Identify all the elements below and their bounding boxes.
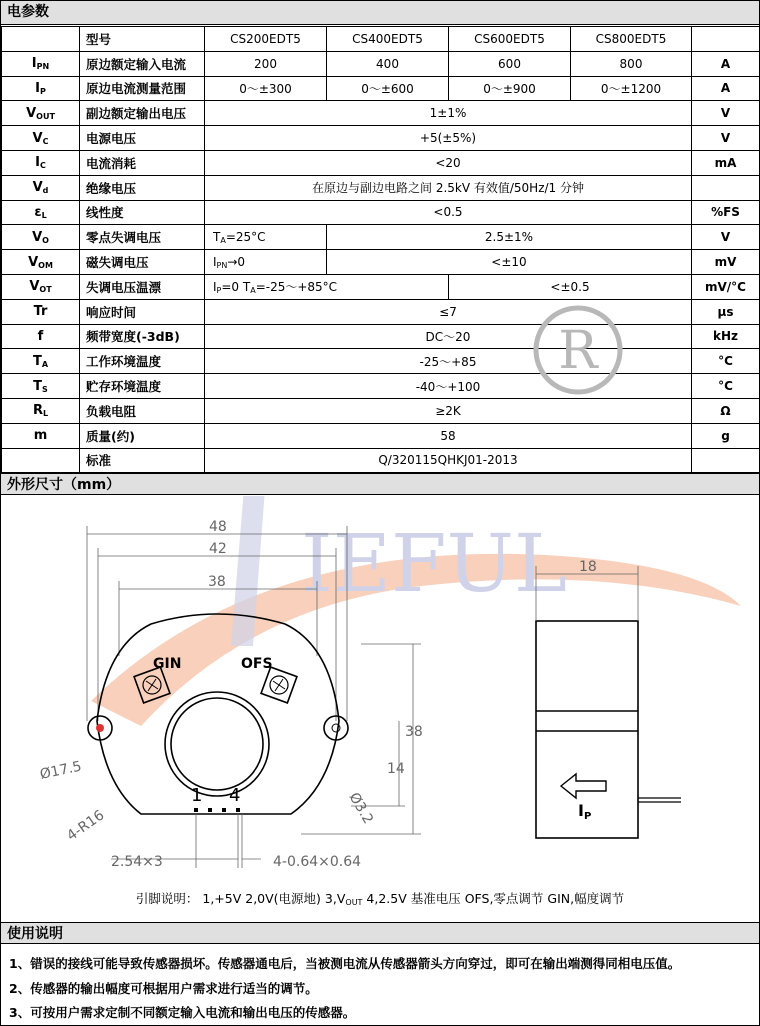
table-row <box>2 51 760 76</box>
ofs-label: OFS <box>241 656 273 672</box>
symbol-cell <box>2 175 80 200</box>
symbol-cell <box>2 299 80 324</box>
pins-size-label: 4-0.64×0.64 <box>273 854 362 870</box>
parameter-name: 贮存环境温度 <box>80 374 205 399</box>
symbol-cell <box>2 126 80 151</box>
unit-cell: A <box>692 76 760 101</box>
dim-42-label: 42 <box>209 541 227 557</box>
symbol-subscript: O <box>42 235 49 245</box>
section-usage-header: 使用说明 <box>1 922 759 944</box>
symbol-cell <box>2 200 80 225</box>
unit-cell: Ω <box>692 398 760 423</box>
unit-cell: mV/°C <box>692 274 760 299</box>
pin-1-label: 1 <box>191 785 203 806</box>
symbol-text: V <box>32 229 43 245</box>
ofs-potentiometer <box>261 667 297 703</box>
symbol-subscript: OUT <box>36 111 55 121</box>
symbol-subscript: C <box>42 136 49 146</box>
table-row <box>2 423 760 448</box>
table-row <box>2 200 760 225</box>
symbol-text: R <box>32 403 43 419</box>
symbol-cell <box>2 324 80 349</box>
parameter-name: 工作环境温度 <box>80 349 205 374</box>
condition-rest: →0 <box>227 254 246 269</box>
parameter-name: 零点失调电压 <box>80 225 205 250</box>
unit-cell: A <box>692 51 760 76</box>
value-cell: <0.5 <box>205 200 692 225</box>
watermark <box>91 496 741 726</box>
symbol-text: T <box>33 378 43 394</box>
gin-label: GIN <box>153 656 182 672</box>
parameter-name: 副边额定输出电压 <box>80 101 205 126</box>
condition-sub: A <box>220 235 226 245</box>
condition-rest: =25°C <box>225 229 266 244</box>
unit-cell: °C <box>692 349 760 374</box>
unit-cell <box>692 448 760 473</box>
symbol-cell <box>2 225 80 250</box>
condition-text: T <box>213 229 221 244</box>
unit-cell: mA <box>692 150 760 175</box>
usage-note-3: 3、可按用户需求定制不同额定输入电流和输出电压的传感器。 <box>9 1005 356 1020</box>
symbol-cell <box>2 423 80 448</box>
symbol-subscript: OT <box>39 285 52 295</box>
parameter-name: 磁失调电压 <box>80 250 205 275</box>
condition-text: I <box>213 280 217 295</box>
value-cell: 0～±600 <box>327 76 449 101</box>
table-row <box>2 324 760 349</box>
condition-cell <box>205 225 327 250</box>
table-cell <box>692 27 760 52</box>
symbol-text: V <box>32 180 43 196</box>
symbol-text: ε <box>34 204 42 220</box>
value-cell: 400 <box>327 51 449 76</box>
symbol-text: V <box>26 105 37 121</box>
value-cell: Q/320115QHKJ01-2013 <box>205 448 692 473</box>
parameter-name: 质量(约) <box>80 423 205 448</box>
registered-watermark <box>528 300 628 400</box>
value-cell: 200 <box>205 51 327 76</box>
symbol-text: V <box>29 279 40 295</box>
value-cell: <±10 <box>327 250 692 275</box>
symbol-subscript: PN <box>36 62 50 72</box>
table-row <box>2 274 760 299</box>
parameter-name: 绝缘电压 <box>80 175 205 200</box>
symbol-text: I <box>35 155 40 171</box>
symbol-text: V <box>28 254 39 270</box>
symbol-subscript: L <box>42 409 49 419</box>
symbol-cell <box>2 250 80 275</box>
symbol-cell <box>2 349 80 374</box>
symbol-text: Tr <box>33 304 48 320</box>
symbol-text: T <box>32 353 42 369</box>
symbol-text: I <box>31 56 37 72</box>
parameter-name: 负载电阻 <box>80 398 205 423</box>
value-cell: ≤7 <box>205 299 692 324</box>
condition-cell <box>205 250 327 275</box>
dia-3-2-label: Ø3.2 <box>345 790 377 827</box>
parameter-name: 原边额定输入电流 <box>80 51 205 76</box>
symbol-text: I <box>35 80 40 96</box>
value-cell: ≥2K <box>205 398 692 423</box>
dim-38-top-label: 38 <box>208 574 226 590</box>
table-row <box>2 448 760 473</box>
sensor-side-view <box>536 621 681 838</box>
value-cell: 58 <box>205 423 692 448</box>
dim-18-label: 18 <box>579 559 597 575</box>
symbol-subscript: S <box>42 384 48 394</box>
unit-cell <box>692 175 760 200</box>
model-name: CS600EDT5 <box>449 27 571 52</box>
model-name: CS200EDT5 <box>205 27 327 52</box>
dim-38-side-label: 38 <box>405 724 423 740</box>
symbol-cell <box>2 374 80 399</box>
current-arrow-icon <box>561 774 606 798</box>
unit-cell: g <box>692 423 760 448</box>
value-cell: -40～+100 <box>205 374 692 399</box>
table-row <box>2 250 760 275</box>
registered-letter: R <box>558 321 598 381</box>
model-label: 型号 <box>80 27 205 52</box>
dim-48-label: 48 <box>209 519 227 535</box>
symbol-text: V <box>32 130 43 146</box>
symbol-cell <box>2 398 80 423</box>
value-cell: +5(±5%) <box>205 126 692 151</box>
dia-17-5-label: Ø17.5 <box>38 758 84 783</box>
value-cell: DC～20 <box>205 324 692 349</box>
symbol-subscript: OM <box>38 260 53 270</box>
mount-hole-left <box>96 724 104 732</box>
table-row <box>2 398 760 423</box>
condition-rest: =0 T <box>221 280 251 295</box>
table-row <box>2 101 760 126</box>
condition-sub-2: A <box>250 286 256 296</box>
symbol-subscript: L <box>41 210 47 220</box>
table-row <box>2 126 760 151</box>
symbol-subscript: A <box>41 359 49 369</box>
symbol-cell <box>2 51 80 76</box>
table-row <box>2 349 760 374</box>
table-row <box>2 225 760 250</box>
section-electrical-header: 电参数 <box>1 1 759 25</box>
parameter-name: 频带宽度(-3dB) <box>80 324 205 349</box>
unit-cell: V <box>692 225 760 250</box>
unit-cell: V <box>692 101 760 126</box>
spec-table <box>1 26 760 473</box>
table-row <box>2 374 760 399</box>
value-cell: 1±1% <box>205 101 692 126</box>
value-cell: -25～+85 <box>205 349 692 374</box>
condition-rest-2: =-25～+85°C <box>255 280 338 295</box>
parameter-name: 标准 <box>80 448 205 473</box>
usage-note-2: 2、传感器的输出幅度可根据用户需求进行适当的调节。 <box>9 981 318 996</box>
value-cell: <20 <box>205 150 692 175</box>
parameter-name: 响应时间 <box>80 299 205 324</box>
value-cell: 0～±900 <box>449 76 571 101</box>
parameter-name: 电流消耗 <box>80 150 205 175</box>
condition-cell <box>205 274 449 299</box>
model-name: CS400EDT5 <box>327 27 449 52</box>
value-cell: 0～±300 <box>205 76 327 101</box>
unit-cell: %FS <box>692 200 760 225</box>
value-cell: 600 <box>449 51 571 76</box>
table-cell <box>2 27 80 52</box>
pitch-label: 2.54×3 <box>111 854 163 870</box>
pin-4-label: 4 <box>229 785 241 806</box>
pin-row <box>194 808 240 812</box>
unit-cell: mV <box>692 250 760 275</box>
symbol-cell <box>2 274 80 299</box>
table-row <box>2 299 760 324</box>
unit-cell: V <box>692 126 760 151</box>
table-row <box>2 150 760 175</box>
symbol-cell <box>2 448 80 473</box>
unit-cell: μs <box>692 299 760 324</box>
unit-cell: kHz <box>692 324 760 349</box>
symbol-text: f <box>37 328 44 344</box>
table-header-row <box>2 27 760 52</box>
ip-label: IP <box>578 801 592 822</box>
symbol-text: m <box>33 428 48 444</box>
parameter-name: 原边电流测量范围 <box>80 76 205 101</box>
condition-sub: PN <box>216 260 228 270</box>
value-cell: 800 <box>571 51 692 76</box>
symbol-cell <box>2 101 80 126</box>
value-cell: 0～±1200 <box>571 76 692 101</box>
symbol-cell <box>2 150 80 175</box>
parameter-name: 线性度 <box>80 200 205 225</box>
usage-note-1: 1、错误的接线可能导致传感器损坏。传感器通电后，当被测电流从传感器箭头方向穿过，即可在输出端测得同相电压值。 <box>9 956 681 971</box>
symbol-subscript: C <box>39 161 46 171</box>
dim-14-label: 14 <box>387 761 405 777</box>
unit-cell: °C <box>692 374 760 399</box>
r16-label: 4-R16 <box>64 807 108 845</box>
symbol-subscript: P <box>39 86 46 96</box>
section-dimensions-header: 外形尺寸（mm） <box>1 473 759 495</box>
table-row <box>2 175 760 200</box>
watermark-text: IEFUL <box>301 517 568 610</box>
parameter-name: 电源电压 <box>80 126 205 151</box>
model-name: CS800EDT5 <box>571 27 692 52</box>
parameter-name: 失调电压温漂 <box>80 274 205 299</box>
condition-sub: P <box>216 286 222 296</box>
dimension-drawing <box>1 496 759 921</box>
value-cell: 在原边与副边电路之间 2.5kV 有效值/50Hz/1 分钟 <box>205 175 692 200</box>
condition-text: I <box>213 254 217 269</box>
table-row <box>2 76 760 101</box>
symbol-cell <box>2 76 80 101</box>
pin-description: 引脚说明： 1,+5V 2,0V(电源地) $3,V_{OUT}$ 4,2.5V 基准电压 OFS,零点调节 GIN,幅度调节 <box>135 891 625 907</box>
value-cell: <±0.5 <box>449 274 692 299</box>
symbol-subscript: d <box>42 186 49 196</box>
value-cell: 2.5±1% <box>327 225 692 250</box>
